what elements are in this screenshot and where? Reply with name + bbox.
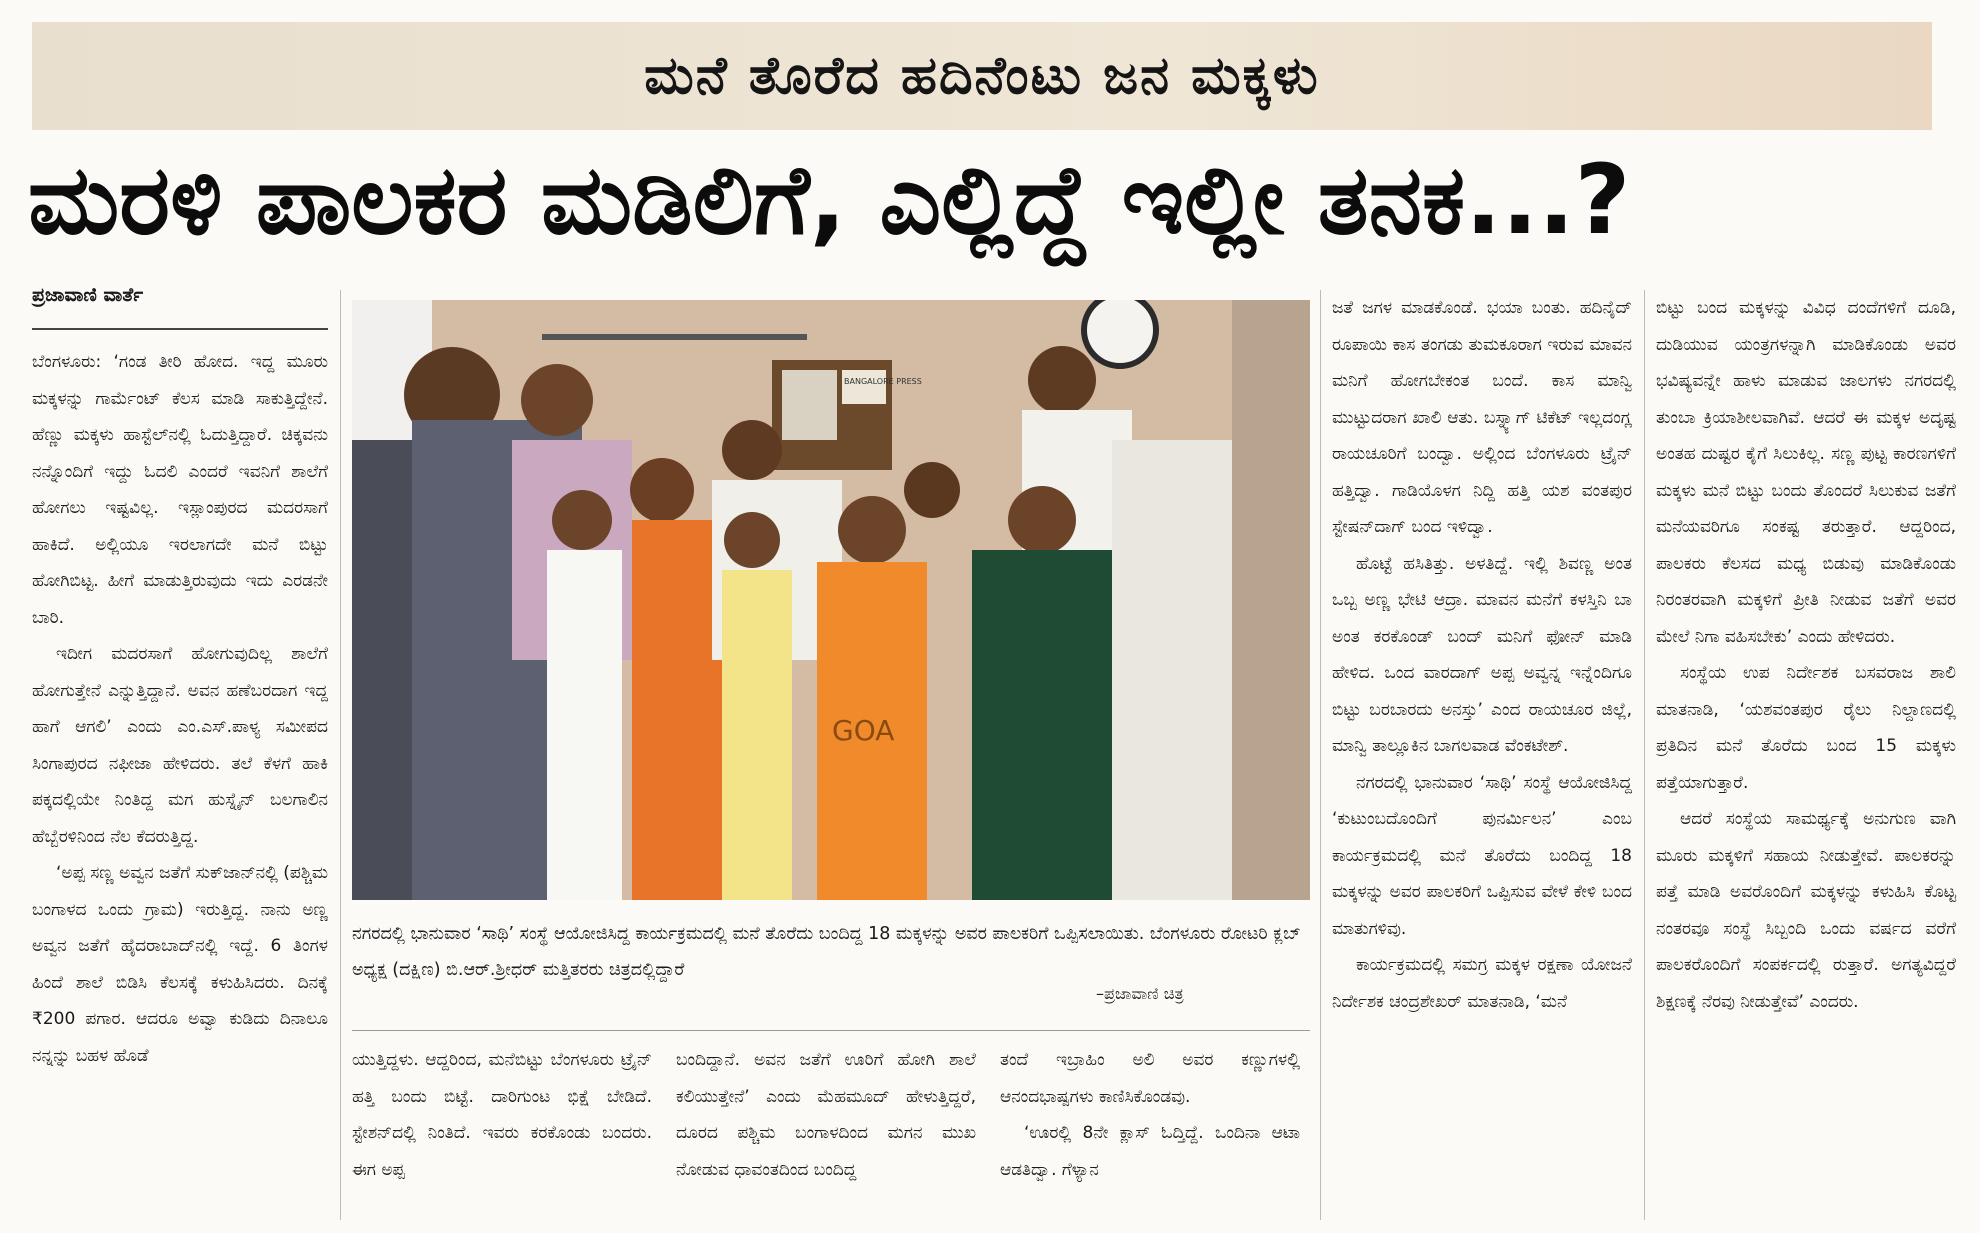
column-5 xyxy=(1332,290,1632,1220)
column-divider xyxy=(1320,290,1321,1220)
paragraph: ಬೆಂಗಳೂರು: ‘ಗಂಡ ತೀರಿ ಹೋದ. ಇದ್ದ ಮೂರು ಮಕ್ಕಳನ್ನು ಗಾರ್ಮೆಂಟ್ ಕೆಲಸ ಮಾಡಿ ಸಾಕುತ್ತಿದ್ದೇನೆ. ಹೆಣ್ಣು ಮಕ್ಕಳು ಹಾಸ್ಟೆಲ್‌ನಲ್ಲಿ ಓದುತ್ತಿದ್ದಾರೆ. ಚಿಕ್ಕವನು ನನ್ನೊಂದಿಗೆ ಇದ್ದು ಓದಲಿ ಎಂದರೆ ಇವನಿಗೆ ಶಾಲೆಗೆ ಹೋಗಲು ಇಷ್ಟವಿಲ್ಲ. ಇಸ್ಲಾಂಪುರದ ಮದರಸಾಗೆ ಹಾಕಿದೆ. ಅಲ್ಲಿಯೂ ಇರಲಾಗದೇ ಮನೆ ಬಿಟ್ಟು ಹೋಗಿಬಿಟ್ಟ. ಹೀಗೆ ಮಾಡುತ್ತಿರುವುದು ಇದು ಎರಡನೇ ಬಾರಿ. xyxy=(32,352,328,628)
byline: ಪ್ರಜಾವಾಣಿ ವಾರ್ತೆ xyxy=(32,284,144,306)
column-divider xyxy=(340,290,341,1220)
paragraph: ಹೊಟ್ಟೆ ಹಸಿತಿತ್ತು. ಅಳತಿದ್ದೆ. ಇಲ್ಲಿ ಶಿವಣ್ಣ ಅಂತ ಒಬ್ಬ ಅಣ್ಣ ಭೇಟಿ ಆದ್ರಾ. ಮಾವನ ಮನೆಗೆ ಕಳಸ್ತಿನಿ ಬಾ ಅಂತ ಕರಕೊಂಡ್ ಬಂದ್ ಮನಿಗೆ ಫೋನ್ ಮಾಡಿ ಹೇಳಿದ. ಒಂದ ವಾರದಾಗ್ ಅಪ್ಪ ಅವ್ವನ್ನ ಇನ್ನೆಂದಿಗೂ ಬಿಟ್ಟು ಬರಬಾರದು ಅನಸ್ತು’ ಎಂದ ರಾಯಚೂರ ಜಿಲ್ಲೆ, ಮಾನ್ವಿ ತಾಲ್ಲೂಕಿನ ಬಾಗಲವಾಡ ವೆಂಕಟೇಶ್. xyxy=(1332,553,1632,756)
photo-banner-text: BANGALORE PRESS xyxy=(844,377,922,386)
paragraph: ಇದೀಗ ಮದರಸಾಗೆ ಹೋಗುವುದಿಲ್ಲ ಶಾಲೆಗೆ ಹೋಗುತ್ತೇನೆ ಎನ್ನುತ್ತಿದ್ದಾನೆ. ಅವನ ಹಣೆಬರದಾಗ ಇದ್ದ ಹಾಗೆ ಆಗಲಿ’ ಎಂದು ಎಂ.ಎಸ್.ಪಾಳ್ಯ ಸಮೀಪದ ಸಿಂಗಾಪುರದ ನಫೀಜಾ ಹೇಳಿದರು. ತಲೆ ಕೆಳಗೆ ಹಾಕಿ ಪಕ್ಕದಲ್ಲಿಯೇ ನಿಂತಿದ್ದ ಮಗ ಹುಸ್ನೈನ್ ಬಲಗಾಲಿನ ಹೆಬ್ಬೆರಳಿನಿಂದ ನೆಲ ಕೆದರುತ್ತಿದ್ದ. xyxy=(32,644,328,847)
paragraph: ಯುತ್ತಿದ್ದಳು. ಆದ್ದರಿಂದ, ಮನೆಬಿಟ್ಟು ಬೆಂಗಳೂರು ಟ್ರೈನ್ ಹತ್ತಿ ಬಂದು ಬಿಟ್ಟೆ. ದಾರಿಗುಂಟ ಭಿಕ್ಷೆ ಬೇಡಿದೆ. ಸ್ಟೇಶನ್‌ದಲ್ಲಿ ನಿಂತಿದೆ. ಇವರು ಕರಕೊಂಡು ಬಂದರು. ಈಗ ಅಪ್ಪ xyxy=(352,1050,652,1180)
photo-tshirt-text: GOA xyxy=(832,714,895,747)
column-3 xyxy=(676,1042,976,1222)
kicker-text: ಮನೆ ತೊರೆದ ಹದಿನೆಂಟು ಜನ ಮಕ್ಕಳು xyxy=(644,45,1320,106)
photo-credit: –ಪ್ರಜಾವಾಣಿ ಚಿತ್ರ xyxy=(1096,984,1184,1003)
headline: ಮರಳಿ ಪಾಲಕರ ಮಡಿಲಿಗೆ, ಎಲ್ಲಿದ್ದೆ ಇಲ್ಲೀ ತನಕ...? xyxy=(28,144,1631,256)
column-6 xyxy=(1656,290,1956,1220)
caption-rule xyxy=(352,1030,1310,1031)
photo-caption: ನಗರದಲ್ಲಿ ಭಾನುವಾರ ‘ಸಾಥಿ’ ಸಂಸ್ಥೆ ಆಯೋಜಿಸಿದ್ದ ಕಾರ್ಯಕ್ರಮದಲ್ಲಿ ಮನೆ ತೊರೆದು ಬಂದಿದ್ದ 18 ಮಕ್ಕಳನ್ನು ಅವರ ಪಾಲಕರಿಗೆ ಒಪ್ಪಿಸಲಾಯಿತು. ಬೆಂಗಳೂರು ರೋಟರಿ ಕ್ಲಬ್ ಅಧ್ಯಕ್ಷ (ದಕ್ಷಿಣ) ಬಿ.ಆರ್.ಶ್ರೀಧರ್ ಮತ್ತಿತರರು ಚಿತ್ರದಲ್ಲಿದ್ದಾರೆ xyxy=(352,924,1301,980)
column-1 xyxy=(32,344,328,1214)
kicker-band xyxy=(32,22,1932,130)
paragraph: ಜತೆ ಜಗಳ ಮಾಡಕೊಂಡೆ. ಭಯಾ ಬಂತು. ಹದಿನೈದ್ ರೂಪಾಯಿ ಕಾಸ ತಂಗಡು ತುಮಕೂರಾಗ ಇರುವ ಮಾವನ ಮನಿಗೆ ಹೋಗಬೇಕಂತ ಬಂದೆ. ಕಾಸ ಮಾನ್ವಿ ಮುಟ್ಟುದರಾಗ ಖಾಲಿ ಆತು. ಬಸ್ನ್ಯಾಗ್ ಟಿಕೆಟ್ ಇಲ್ಲದಂಗ್ಲ ರಾಯಚೂರಿಗೆ ಬಂದ್ವಾ. ಅಲ್ಲಿಂದ ಬೆಂಗಳೂರು ಟ್ರೈನ್ ಹತ್ತಿದ್ವಾ. ಗಾಡಿಯೊಳಗ ನಿದ್ದಿ ಹತ್ತಿ ಯಶ ವಂತಪುರ ಸ್ಟೇಷನ್‌ದಾಗ್ ಬಂದ ಇಳಿದ್ವಾ. xyxy=(1332,298,1632,537)
column-2 xyxy=(352,1042,652,1222)
paragraph: ‘ಊರಲ್ಲಿ 8ನೇ ಕ್ಲಾಸ್ ಓದ್ತಿದ್ದೆ. ಒಂದಿನಾ ಆಟಾ ಆಡತಿದ್ವಾ. ಗೆಳ್ಯಾನ xyxy=(1000,1123,1300,1180)
paragraph: ‘ಅಪ್ಪ ಸಣ್ಣ ಅವ್ವನ ಜತೆಗೆ ಸುಕ್‌ಜಾನ್‌ನಲ್ಲಿ (ಪಶ್ಚಿಮ ಬಂಗಾಳದ ಒಂದು ಗ್ರಾಮ) ಇರುತ್ತಿದ್ದ. ನಾನು ಅಣ್ಣ ಅವ್ವನ ಜತೆಗೆ ಹೈದರಾಬಾದ್‌ನಲ್ಲಿ ಇದ್ದೆ. 6 ತಿಂಗಳ ಹಿಂದೆ ಶಾಲೆ ಬಿಡಿಸಿ ಕೆಲಸಕ್ಕೆ ಕಳುಹಿಸಿದರು. ದಿನಕ್ಕೆ ₹200 ಪಗಾರ. ಆದರೂ ಅವ್ವಾ ಕುಡಿದು ದಿನಾಲೂ ನನ್ನನ್ನು ಬಹಳ ಹೊಡೆ xyxy=(32,863,328,1066)
paragraph: ತಂದೆ ಇಬ್ರಾಹಿಂ ಅಲಿ ಅವರ ಕಣ್ಣುಗಳಲ್ಲಿ ಆನಂದಭಾಷ್ಪಗಳು ಕಾಣಿಸಿಕೊಂಡವು. xyxy=(1000,1050,1300,1107)
paragraph: ಕಾರ್ಯಕ್ರಮದಲ್ಲಿ ಸಮಗ್ರ ಮಕ್ಕಳ ರಕ್ಷಣಾ ಯೋಜನೆ ನಿರ್ದೇಶಕ ಚಂದ್ರಶೇಖರ್ ಮಾತನಾಡಿ, ‘ಮನೆ xyxy=(1332,955,1632,1012)
paragraph: ಬಂದಿದ್ದಾನೆ. ಅವನ ಜತೆಗೆ ಊರಿಗೆ ಹೋಗಿ ಶಾಲೆ ಕಲಿಯುತ್ತೇನೆ’ ಎಂದು ಮೆಹಮೂದ್ ಹೇಳುತ್ತಿದ್ದರೆ, ದೂರದ ಪಶ್ಚಿಮ ಬಂಗಾಳದಿಂದ ಮಗನ ಮುಖ ನೋಡುವ ಧಾವಂತದಿಂದ ಬಂದಿದ್ದ xyxy=(676,1050,976,1180)
paragraph: ನಗರದಲ್ಲಿ ಭಾನುವಾರ ‘ಸಾಥಿ’ ಸಂಸ್ಥೆ ಆಯೋಜಿಸಿದ್ದ ‘ಕುಟುಂಬದೊಂದಿಗೆ ಪುನರ್ಮಿಲನ’ ಎಂಬ ಕಾರ್ಯಕ್ರಮದಲ್ಲಿ ಮನೆ ತೊರೆದು ಬಂದಿದ್ದ 18 ಮಕ್ಕಳನ್ನು ಅವರ ಪಾಲಕರಿಗೆ ಒಪ್ಪಿಸುವ ವೇಳೆ ಕೇಳಿ ಬಂದ ಮಾತುಗಳಿವು. xyxy=(1332,772,1632,939)
photo-illustration xyxy=(352,300,1310,900)
news-photo xyxy=(352,300,1310,900)
paragraph: ಬಿಟ್ಟು ಬಂದ ಮಕ್ಕಳನ್ನು ವಿವಿಧ ದಂದೆಗಳಿಗೆ ದೂಡಿ, ದುಡಿಯುವ ಯಂತ್ರಗಳನ್ನಾಗಿ ಮಾಡಿಕೊಂಡು ಅವರ ಭವಿಷ್ಯವನ್ನೇ ಹಾಳು ಮಾಡುವ ಜಾಲಗಳು ನಗರದಲ್ಲಿ ತುಂಬಾ ಕ್ರಿಯಾಶೀಲವಾಗಿವೆ. ಆದರೆ ಈ ಮಕ್ಕಳ ಅದೃಷ್ಟ ಅಂತಹ ದುಷ್ಟರ ಕೈಗೆ ಸಿಲುಕಿಲ್ಲ. ಸಣ್ಣ ಪುಟ್ಟ ಕಾರಣಗಳಿಗೆ ಮಕ್ಕಳು ಮನೆ ಬಿಟ್ಟು ಬಂದು ತೊಂದರೆ ಸಿಲುಕುವ ಜತೆಗೆ ಮನೆಯವರಿಗೂ ಸಂಕಷ್ಟ ತರುತ್ತಾರೆ. ಆದ್ದರಿಂದ, ಪಾಲಕರು ಕೆಲಸದ ಮಧ್ಯ ಬಿಡುವು ಮಾಡಿಕೊಂಡು ನಿರಂತರವಾಗಿ ಮಕ್ಕಳಿಗೆ ಪ್ರೀತಿ ನೀಡುವ ಜತೆಗೆ ಅವರ ಮೇಲೆ ನಿಗಾ ವಹಿಸಬೇಕು’ ಎಂದು ಹೇಳಿದರು. xyxy=(1656,298,1956,647)
paragraph: ಸಂಸ್ಥೆಯ ಉಪ ನಿರ್ದೇಶಕ ಬಸವರಾಜ ಶಾಲಿ ಮಾತನಾಡಿ, ‘ಯಶವಂತಪುರ ರೈಲು ನಿಲ್ದಾಣದಲ್ಲಿ ಪ್ರತಿದಿನ ಮನೆ ತೊರೆದು ಬಂದ 15 ಮಕ್ಕಳು ಪತ್ತೆಯಾಗುತ್ತಾರೆ. xyxy=(1656,663,1956,793)
byline-rule xyxy=(32,328,328,330)
column-4 xyxy=(1000,1042,1300,1222)
paragraph: ಆದರೆ ಸಂಸ್ಥೆಯ ಸಾಮರ್ಥ್ಯಕ್ಕೆ ಅನುಗುಣ ವಾಗಿ ಮೂರು ಮಕ್ಕಳಿಗೆ ಸಹಾಯ ನೀಡುತ್ತೇವೆ. ಪಾಲಕರನ್ನು ಪತ್ತೆ ಮಾಡಿ ಅವರೊಂದಿಗೆ ಮಕ್ಕಳನ್ನು ಕಳುಹಿಸಿ ಕೊಟ್ಟ ನಂತರವೂ ಸಂಸ್ಥೆ ಸಿಬ್ಬಂದಿ ಒಂದು ವರ್ಷದ ವರೆಗೆ ಪಾಲಕರೊಂದಿಗೆ ಸಂಪರ್ಕದಲ್ಲಿ ರುತ್ತಾರೆ. ಅಗತ್ಯವಿದ್ದರೆ ಶಿಕ್ಷಣಕ್ಕೆ ನೆರವು ನೀಡುತ್ತೇವೆ’ ಎಂದರು. xyxy=(1656,809,1956,1012)
column-divider xyxy=(1644,290,1645,1220)
